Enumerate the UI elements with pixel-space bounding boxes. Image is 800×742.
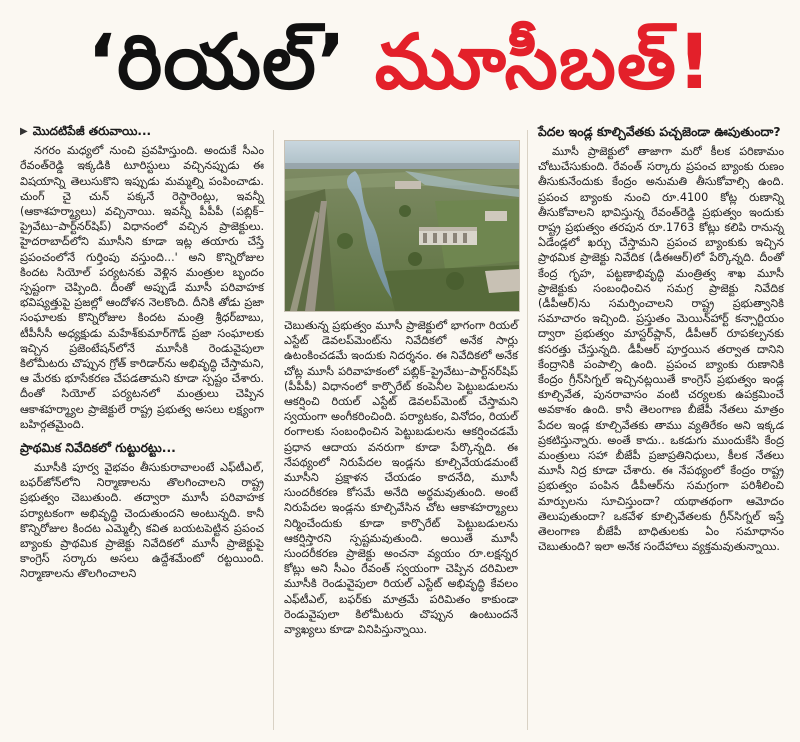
column2-paragraph-1: చెబుతున్న ప్రభుత్వం మూసీ ప్రాజెక్టులో భాగంగా రియల్ ఎస్టేట్ డెవలప్‌మెంట్‌ను నివేదికలో అనేక సార్లు ఉటంకించడమే ఇందుకు నిదర్శనం. ఈ నివేదికలో అనేక చోట్ల మూసీ పరివాహకంలో పబ్లిక్–ప్రైవేటు–పార్ట్‌నర్‌షిప్ (పీపీపీ) విధానంలో కార్పొరేట్ కంపెనీల పెట్టుబడులను ఆకర్షించి రియల్ ఎస్టేట్ డెవలప్‌మెంట్ చేస్తామని స్వయంగా అంగీకరించింది. పర్యాటకం, వినోదం, రియల్ రంగాలకు సంబంధించిన పెట్టుబడులను ఆకర్షించడమే ప్రధాన ఆదాయ వనరుగా కూడా పేర్కొన్నది. ఈ నేపథ్యంలో నిరుపేదల ఇండ్లను కూల్చివేయడమంటే మూసీని ప్రక్షాళన చేయడం కాదనేది, మూసీ సుందరీకరణ కోసమే అనేది అర్థమవుతుంది. అంటే నిరుపేదల ఇండ్లను కూల్చివేసిన చోట ఆకాశహర్మ్యాలు నిర్మించేందుకు కూడా కార్పొరేట్ పెట్టుబడులను ఆకర్షిస్తారని స్పష్టమవుతుంది. అయితే మూసీ సుందరీకరణ ప్రాజెక్టు అంచనా వ్యయం రూ.లక్షన్నర కోట్లు అని సీఎం రేవంత్ స్వయంగా చెప్పిన దరిమిలా మూసీకి రెండువైపులా రియల్ ఎస్టేట్ అభివృద్ధి కేవలం ఎఫ్‌టీఎల్, బఫర్‌కు మాత్రమే పరిమితం కాకుండా రెండువైపులా కిలోమీటరు చొప్పున ఉంటుందనే వ్యాఖ్యలు కూడా వినిపిస్తున్నాయి.: [284, 319, 518, 637]
article-column-3: [538, 124, 784, 554]
column-divider-left: [273, 130, 274, 730]
column1-paragraph-1: నగరం మధ్యలో నుంచి ప్రవహిస్తుంది. అందుకే సీఎం రేవంత్‌రెడ్డి ఇక్కడికి టూరిస్టులు వచ్చినప్పుడు ఈ విషయాన్ని తెలుసుకొని ఇప్పుడు మమ్మల్ని పంపించాడు. చుంగ్ చై చున్ పక్కనే రెస్టారెంట్లు, ఇవన్నీ (ఆకాశహర్మ్యాలు) వచ్చినాయి. ఇవన్నీ పీపీపీ (పబ్లిక్–ప్రైవేటు–పార్ట్‌నర్‌షిప్) విధానంలో వచ్చిన ప్రాజెక్టులు. హైదరాబాద్‌లోని మూసీని కూడా ఇట్ల తయారు చేస్తే ప్రపంచంలోనే గుర్తింపు వస్తుంది...' అని కొన్నిరోజుల కిందట సియోల్ పర్యటనకు వెళ్లిన మంత్రుల బృందం స్పష్టంగా చెప్పింది. దీంతో అప్పుడే మూసీ పరివాహక భవిష్యత్తుపై ప్రజల్లో ఆందోళన నెలకొంది. దీనికి తోడు ప్రజా సంఘాలకు కొన్నిరోజుల కిందట మంత్రి శ్రీధర్‌బాబు, టీపీసీసీ అధ్యక్షుడు మహేశ్‌కుమార్‌గౌడ్ ప్రజా సంఘాలకు ఇచ్చిన ప్రజెంటేషన్‌లోనే మూసీకి రెండువైపులా కిలోమీటరు చొప్పున గ్రోత్ కారిడార్‌ను అభివృద్ధి చేస్తామని, ఆ మేరకు భూసేకరణ చేపడతామని కూడా స్పష్టం చేశారు. దీంతో సియోల్ పర్యటనలో మంత్రులు చెప్పిన ఆకాశహర్మ్యాల ప్రాజెక్టులే రాష్ట్ర ప్రభుత్వ అసలు లక్ష్యంగా బహిర్గతమైంది.: [20, 144, 264, 431]
musi-river-aerial-image: [285, 141, 519, 311]
headline-part-red: మూసీబత్!: [374, 17, 713, 106]
continued-kicker: [20, 124, 264, 139]
column3-subhead: పేదల ఇండ్ల కూల్చివేతకు పచ్చజెండా ఊపుతుందా?: [538, 124, 781, 139]
musi-river-aerial-photo: [284, 140, 520, 312]
kicker-text: మొదటిపేజీ తరువాయి...: [32, 124, 152, 138]
column-divider-right: [527, 130, 528, 730]
column3-paragraph-1: మూసీ ప్రాజెక్టులో తాజాగా మరో కీలక పరిణామం చోటుచేసుకుంది. రేవంత్ సర్కారు ప్రపంచ బ్యాంకు రుణం తీసుకునేందుకు కేంద్రం అనుమతి తీసుకోవాల్సి ఉంది. ప్రపంచ బ్యాంకు నుంచి రూ.4100 కోట్ల రుణాన్ని తీసుకోవాలని భావిస్తున్న రేవంత్‌రెడ్డి ప్రభుత్వం ఇందుకు రాష్ట్ర ప్రభుత్వం తరపున రూ.1763 కోట్లు కలిపి రానున్న ఏడేండ్లలో ఖర్చు చేస్తామని ప్రపంచ బ్యాంకుకు ఇచ్చిన ప్రాథమిక ప్రాజెక్టు నివేదిక (డీఈఆర్)లో పేర్కొన్నది. దీంతో కేంద్ర గృహ, పట్టణాభివృద్ధి మంత్రిత్వ శాఖ మూసీ ప్రాజెక్టుకు సంబంధించిన సమగ్ర ప్రాజెక్టు నివేదిక (డీపీఆర్)ను సమర్పించాలని రాష్ట్ర ప్రభుత్వానికి సమాచారం ఇచ్చింది. ప్రస్తుతం మెయిన్‌హార్ట్ కన్సార్టియం ద్వారా ప్రభుత్వం మాస్టర్‌ప్లాన్, డీపీఆర్ రూపకల్పనకు కసరత్తు చేస్తున్నది. డీపీఆర్ పూర్తయిన తర్వాత దానిని కేంద్రానికి పంపాల్సి ఉంది. ప్రపంచ బ్యాంకు రుణానికి కేంద్రం గ్రీన్‌సిగ్నల్ ఇచ్చినట్లయితే కాంగ్రెస్ ప్రభుత్వం ఇండ్ల కూల్చివేత, పునరావాసం వంటి చర్యలకు ఉపక్రమించే అవకాశం ఉంది. కానీ తెలంగాణ బీజేపీ నేతలు మాత్రం పేదల ఇండ్ల కూల్చివేతకు తాము వ్యతిరేకం అని ఇక్కడ ప్రకటిస్తున్నారు. అంతే కాదు.. ఒకడుగు ముందుకేసి కేంద్ర మంత్రులు సహా బీజేపీ ప్రజాప్రతినిధులు, కీలక నేతలు మూసీ నిద్ర కూడా చేశారు. ఈ నేపథ్యంలో కేంద్రం రాష్ట్ర ప్రభుత్వం పంపిన డీపీఆర్‌ను సమగ్రంగా పరిశీలించి మార్పులను సూచిస్తుందా? యథాతథంగా ఆమోదం తెలుపుతుందా? ఒకవేళ కూల్చివేతలకు గ్రీన్‌సిగ్నల్ ఇస్తే తెలంగాణ బీజేపీ బాధితులకు ఏం సమాధానం చెబుతుంది? ఇలా అనేక సందేహాలు వ్యక్తమవుతున్నాయి.: [538, 145, 784, 554]
play-arrow-icon: ▶: [20, 126, 28, 137]
headline-part-black: ‘రియల్’: [87, 17, 347, 106]
article-column-1: [20, 124, 264, 582]
column1-subhead: ప్రాథమిక నివేదికలో గుట్టురట్టు...: [20, 440, 176, 456]
column1-paragraph-2: మూసీకి పూర్వ వైభవం తీసుకురావాలంటే ఎఫ్‌టీఎల్, బఫర్‌జోన్‌లోని నిర్మాణాలను తొలగించాలని రాష్ట్ర ప్రభుత్వం చెబుతుంది. తద్వారా మూసీ పరివాహక పర్యాటకంగా అభివృద్ధి చెందుతుందని అంటున్నది. కానీ కొన్నిరోజుల కిందట ఎమ్మెల్సీ కవిత బయటపెట్టిన ప్రపంచ బ్యాంకు ప్రాథమిక ప్రాజెక్టు నివేదికలో మూసీ ప్రాజెక్టుపై కాంగ్రెస్ సర్కారు అసలు ఉద్దేశమేంటో రట్టయింది. నిర్మాణాలను తొలగించాలని: [20, 461, 264, 581]
article-column-2: [284, 318, 518, 637]
headline: [0, 6, 800, 118]
